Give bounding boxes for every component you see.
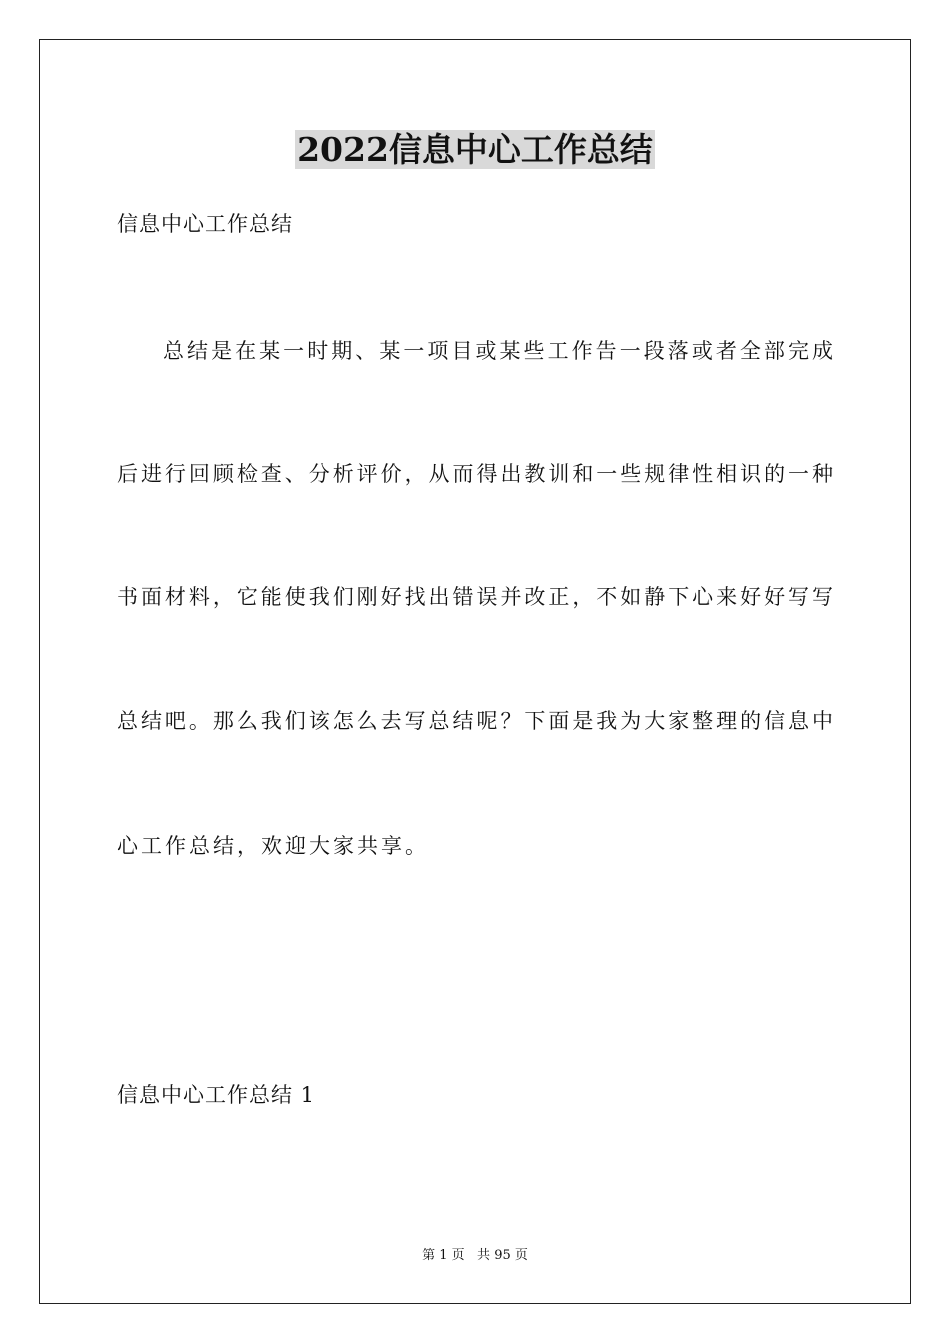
paragraph-line-3: 书面材料，它能使我们刚好找出错误并改正，不如静下心来好好写写 (117, 585, 833, 609)
paragraph-line-4: 总结吧。那么我们该怎么去写总结呢？下面是我为大家整理的信息中 (117, 709, 833, 733)
paragraph-line-5: 心工作总结，欢迎大家共享。 (117, 834, 429, 858)
document-title-text: 2022信息中心工作总结 (297, 130, 653, 169)
page-footer: 第 1 页 共 95 页 (422, 1248, 528, 1263)
paragraph-line-2: 后进行回顾检查、分析评价，从而得出教训和一些规律性相识的一种 (117, 462, 833, 486)
section-heading: 信息中心工作总结 1 (117, 1083, 316, 1107)
document-subtitle: 信息中心工作总结 (117, 212, 293, 236)
document-title (0, 128, 950, 172)
paragraph-line-1: 总结是在某一时期、某一项目或某些工作告一段落或者全部完成 (163, 339, 833, 363)
